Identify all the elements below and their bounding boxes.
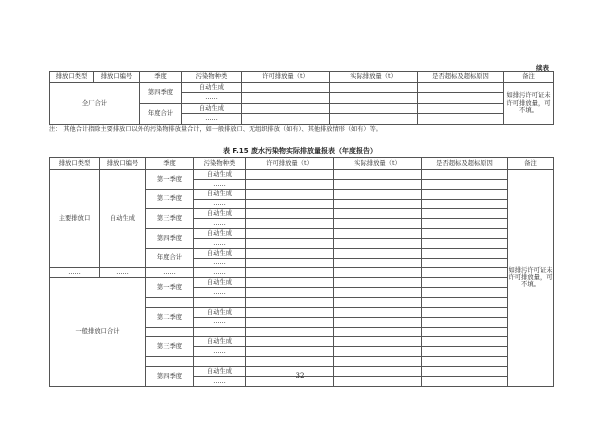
table-row (50, 170, 554, 180)
quarter-cell: 第三季度 (146, 337, 194, 357)
pollutant-cell: …… (194, 347, 246, 357)
pollutant-cell: 自动生成 (194, 209, 246, 219)
header-quarter: 季度 (140, 72, 182, 83)
header-actual: 实际排放量（t） (334, 158, 422, 170)
header-pollutant: 污染物种类 (194, 158, 246, 170)
quarter-cell: 第四季度 (146, 366, 194, 386)
quarter-cell: 年度合计 (146, 248, 194, 268)
pollutant-cell: …… (194, 179, 246, 189)
table-row (50, 83, 554, 93)
quarter-cell: 第四季度 (140, 83, 182, 104)
header-exceed: 是否超标及超标原因 (418, 72, 504, 83)
remark-cell: 如排污许可证未许可排放量，可不填。 (504, 83, 554, 125)
quarter-cell: 第一季度 (146, 278, 194, 298)
pollutant-cell: …… (182, 93, 242, 103)
pollutant-cell: …… (194, 376, 246, 386)
page-number: 32 (295, 372, 305, 380)
table-caption: 表 F.15 废水污染物实际排放量报表（年度报告） (222, 147, 378, 155)
quarter-cell: 第三季度 (146, 209, 194, 229)
header-permitted: 许可排放量（t） (246, 158, 334, 170)
ellipsis-cell: …… (194, 268, 246, 278)
header-exceed: 是否超标及超标原因 (422, 158, 508, 170)
whole-plant-cell: 全厂合计 (50, 83, 140, 125)
quarter-cell: 年度合计 (140, 103, 182, 124)
table-note: 注： 其他合计指除主要排放口以外的污染物排放量合计，如一般排放口、无组织排放（如有）、其他排放情形（如有）等。 (49, 126, 382, 133)
header-actual: 实际排放量（t） (330, 72, 418, 83)
header-outlet-type: 排放口类型 (50, 158, 100, 170)
pollutant-cell: …… (194, 317, 246, 327)
pollutant-cell: 自动生成 (194, 170, 246, 180)
table-header-row (50, 158, 554, 170)
emission-table-continued (49, 71, 554, 125)
header-outlet-type: 排放口类型 (50, 72, 94, 83)
header-remark: 备注 (508, 158, 554, 170)
table-header-row (50, 72, 554, 83)
pollutant-cell: …… (194, 258, 246, 268)
table-row (50, 268, 554, 278)
pollutant-cell: …… (194, 288, 246, 298)
quarter-cell: 第二季度 (146, 189, 194, 209)
header-pollutant: 污染物种类 (182, 72, 242, 83)
header-permitted: 许可排放量（t） (242, 72, 330, 83)
ellipsis-cell: …… (146, 268, 194, 278)
pollutant-cell: 自动生成 (194, 278, 246, 288)
quarter-cell: 第二季度 (146, 307, 194, 327)
pollutant-cell: 自动生成 (194, 248, 246, 258)
header-outlet-id: 排放口编号 (94, 72, 140, 83)
table-row (50, 278, 554, 288)
outlet-id-cell: 自动生成 (100, 170, 146, 268)
pollutant-cell: 自动生成 (194, 189, 246, 199)
pollutant-cell: …… (194, 219, 246, 229)
pollutant-cell: 自动生成 (194, 307, 246, 317)
main-outlet-cell: 主要排放口 (50, 170, 100, 268)
wastewater-emission-table (49, 157, 554, 387)
quarter-cell: 第一季度 (146, 170, 194, 190)
pollutant-cell: 自动生成 (194, 366, 246, 376)
ellipsis-cell: …… (50, 268, 100, 278)
header-outlet-id: 排放口编号 (100, 158, 146, 170)
quarter-cell: 第四季度 (146, 229, 194, 249)
pollutant-cell: …… (194, 199, 246, 209)
general-outlet-total-cell: 一般排放口合计 (50, 278, 146, 386)
pollutant-cell: 自动生成 (182, 83, 242, 93)
pollutant-cell: …… (182, 114, 242, 124)
pollutant-cell: 自动生成 (194, 229, 246, 239)
header-remark: 备注 (504, 72, 554, 83)
continued-label: 续表 (536, 64, 549, 72)
header-quarter: 季度 (146, 158, 194, 170)
pollutant-cell: 自动生成 (194, 337, 246, 347)
ellipsis-cell: …… (100, 268, 146, 278)
pollutant-cell: 自动生成 (182, 103, 242, 113)
pollutant-cell: …… (194, 238, 246, 248)
remark-cell: 如排污许可证未许可排放量，可不填。 (508, 170, 554, 387)
